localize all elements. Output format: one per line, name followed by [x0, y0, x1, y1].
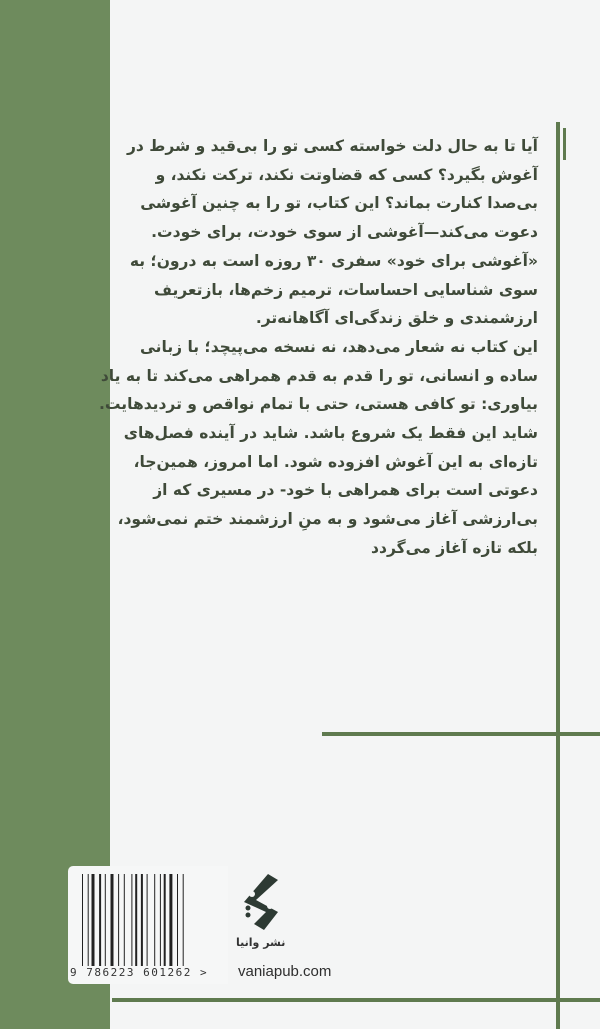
blurb-line: بی‌صدا کنارت بماند؟ این کتاب، تو را به چنین آغوشی	[140, 194, 538, 213]
isbn-number: 9 786223 601262 >	[70, 966, 209, 979]
barcode-stripe	[99, 874, 101, 966]
barcode-stripe	[82, 874, 83, 966]
blurb-line: آیا تا به حال دلت خواسته کسی تو را بی‌قید و شرط در	[126, 137, 538, 155]
publisher-website: vaniapub.com	[238, 963, 332, 980]
blurb-line: بیاوری: تو کافی هستی، حتی با تمام نواقص و تردیدهایت.	[99, 395, 538, 414]
blurb-line: بلکه تازه آغاز می‌گردد	[371, 538, 538, 557]
blurb-line: این کتاب نه شعار می‌دهد، نه نسخه می‌پیچد؛ با زبانی	[140, 337, 538, 356]
blurb-text	[98, 132, 538, 563]
blurb-line: بی‌ارزشی آغاز می‌شود و به منِ ارزشمند ختم نمی‌شود،	[117, 510, 538, 529]
barcode-stripe	[177, 874, 178, 966]
publisher-logo-icon	[238, 872, 286, 932]
barcode-stripe	[169, 874, 172, 966]
barcode-stripe	[147, 874, 148, 966]
blurb-line: سوی شناسایی احساسات، ترمیم زخم‌ها، بازتعریف	[153, 280, 538, 299]
barcode-stripe	[124, 874, 125, 966]
blurb-line: ساده و انسانی، تو را قدم به قدم همراهی می‌کند تا به یاد	[100, 366, 538, 385]
barcode-stripe	[135, 874, 137, 966]
barcode-icon	[82, 874, 214, 966]
blurb-line: دعوتی است برای همراهی با خود- در مسیری که از	[153, 481, 538, 500]
decorative-horizontal-line	[322, 732, 600, 736]
decorative-vertical-line	[556, 122, 560, 1029]
publisher-name: نشر وانیا	[236, 936, 286, 949]
barcode-stripe	[88, 874, 89, 966]
blurb-line: آغوش بگیرد؟ کسی که قضاوتت نکند، ترکت نکند، و	[155, 165, 538, 184]
barcode-stripe	[131, 874, 132, 966]
blurb-line: دعوت می‌کند—آغوشی از سوی خودت، برای خودت.	[151, 223, 538, 242]
barcode-stripe	[92, 874, 95, 966]
barcode-stripe	[154, 874, 155, 966]
blurb-line: ارزشمندی و خلق زندگی‌ای آگاهانه‌تر.	[255, 309, 538, 328]
blurb-line: شاید این فقط یک شروع باشد. شاید در آینده فصل‌های	[123, 424, 538, 443]
barcode-stripe	[164, 874, 166, 966]
blurb-line: «آغوشی برای خود» سفری ۳۰ روزه است به درون؛ به	[129, 251, 538, 270]
barcode-stripe	[183, 874, 184, 966]
barcode-stripe	[160, 874, 161, 966]
barcode-stripe	[111, 874, 114, 966]
barcode-stripe	[118, 874, 119, 966]
decorative-bottom-line	[112, 998, 600, 1002]
barcode-stripe	[105, 874, 106, 966]
barcode-stripe	[141, 874, 143, 966]
paragraph-marker	[563, 128, 566, 160]
blurb-line: تازه‌ای به این آغوش افزوده شود. اما امروز، همین‌جا،	[133, 452, 538, 471]
